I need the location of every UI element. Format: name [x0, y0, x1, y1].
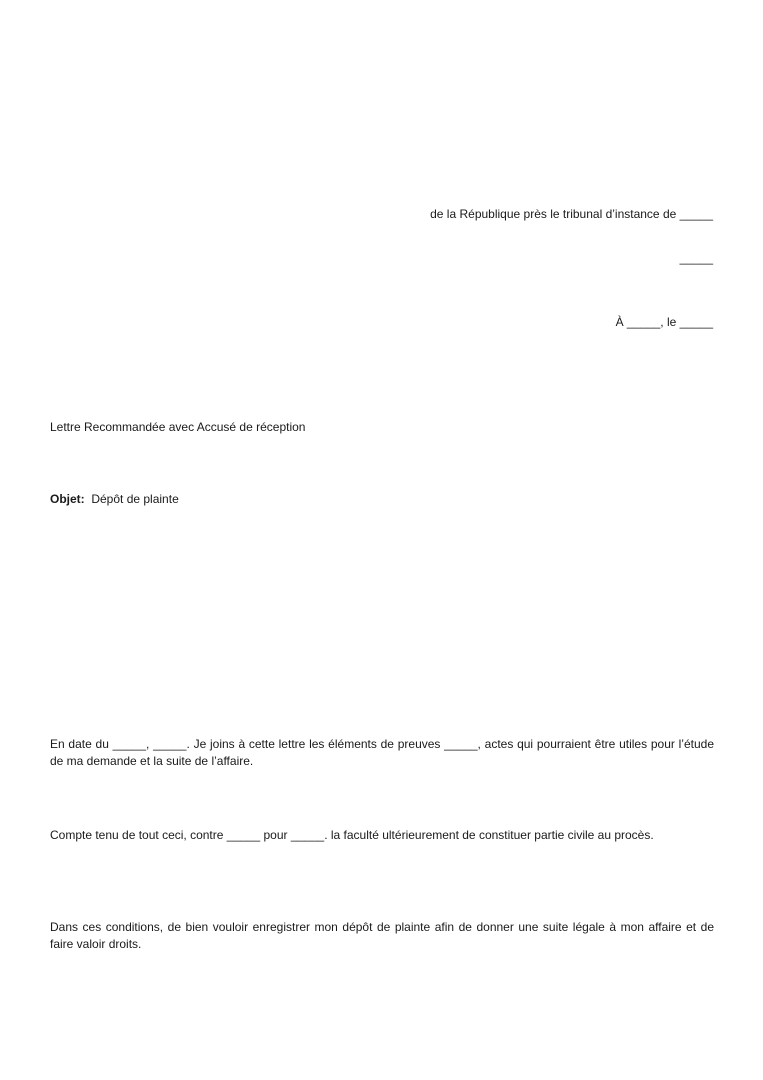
body-paragraph-2: Compte tenu de tout ceci, contre _____ pour _____. la faculté ultérieurement de constituer partie civile au procès. — [50, 828, 654, 842]
recipient-line-1: de la République près le tribunal d’instance de _____ — [430, 207, 713, 221]
recipient-line-2: _____ — [679, 251, 713, 265]
subject-value: Dépôt de plainte — [91, 492, 179, 506]
subject-label: Objet: — [50, 492, 85, 506]
delivery-mode: Lettre Recommandée avec Accusé de réception — [50, 420, 306, 434]
body-paragraph-3: Dans ces conditions, de bien vouloir enregistrer mon dépôt de plainte afin de donner une suite légale à mon affaire et de faire valoir droits. — [50, 920, 714, 951]
subject-line — [50, 492, 179, 507]
body-paragraph-1: En date du _____, _____. Je joins à cette lettre les éléments de preuves _____, actes qui pourraient être utiles pour l’étude de ma demande et la suite de l’affaire. — [50, 737, 714, 768]
place-date: À _____, le _____ — [615, 315, 713, 329]
